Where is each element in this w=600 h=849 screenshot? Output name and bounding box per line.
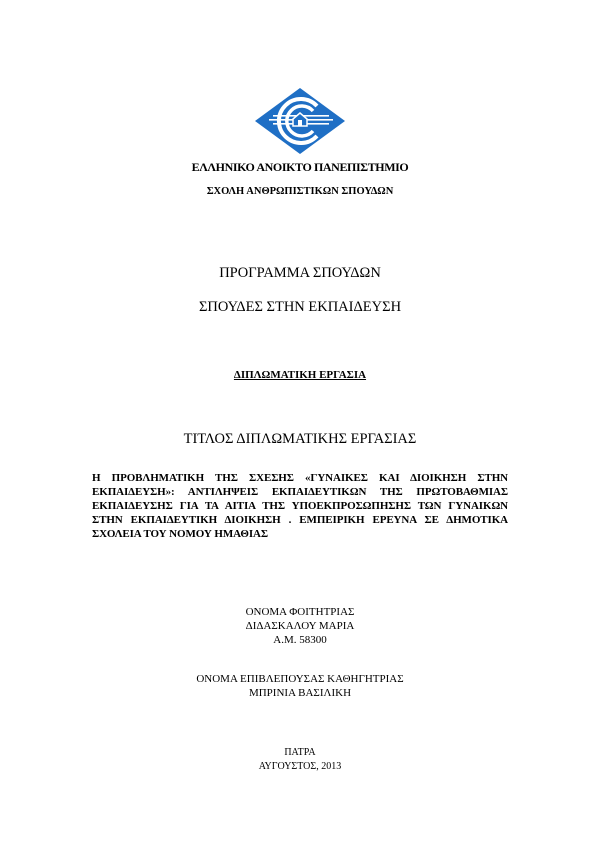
supervisor-name: ΜΠΡΙΝΙΑ ΒΑΣΙΛΙΚΗ <box>248 687 352 699</box>
program-name: ΣΠΟΥΔΕΣ ΣΤΗΝ ΕΚΠΑΙΔΕΥΣΗ <box>198 299 402 315</box>
thesis-title-text: Η ΠΡΟΒΛΗΜΑΤΙΚΗ ΤΗΣ ΣΧΕΣΗΣ «ΓΥΝΑΙΚΕΣ ΚΑΙ ΔΙΟΙΚΗΣΗ ΣΤΗΝ ΕΚΠΑΙΔΕΥΣΗ»: ΑΝΤΙΛΗΨΕΙΣ ΕΚΠΑΙΔΕΥΤΙΚΩΝ ΤΗΣ ΠΡΩΤΟΒΑΘΜΙΑΣ ΕΚΠΑΙΔΕΥΣΗΣ ΓΙΑ ΤΑ ΑΙΤΙΑ ΤΗΣ ΥΠΟΕΚΠΡΟΣΩΠΗΣΗΣ ΤΩΝ ΓΥΝΑΙΚΩΝ ΣΤΗΝ ΕΚΠΑΙΔΕΥΤΙΚΗ ΔΙΟΙΚΗΣΗ . ΕΜΠΕΙΡΙΚΗ ΕΡΕΥΝΑ ΣΕ ΔΗΜΟΤΙΚΑ ΣΧΟΛΕΙΑ ΤΟΥ ΝΟΜΟΥ ΗΜΑΘΙΑΣ <box>92 472 508 540</box>
thesis-title-heading: ΤΙΤΛΟΣ ΔΙΠΛΩΜΑΤΙΚΗΣ ΕΡΓΑΣΙΑΣ <box>183 431 417 447</box>
city: ΠΑΤΡΑ <box>284 747 316 758</box>
student-id: Α.Μ. 58300 <box>273 634 327 646</box>
school-name: ΣΧΟΛΗ ΑΝΘΡΩΠΙΣΤΙΚΩΝ ΣΠΟΥΔΩΝ <box>206 186 394 197</box>
student-name: ΔΙΔΑΣΚΑΛΟΥ ΜΑΡΙΑ <box>245 620 355 632</box>
university-logo <box>253 86 347 156</box>
student-label: ΟΝΟΜΑ ΦΟΙΤΗΤΡΙΑΣ <box>245 606 355 618</box>
date: ΑΥΓΟΥΣΤΟΣ, 2013 <box>258 761 342 772</box>
program-label: ΠΡΟΓΡΑΜΜΑ ΣΠΟΥΔΩΝ <box>219 265 381 281</box>
document-type: ΔΙΠΛΩΜΑΤΙΚΗ ΕΡΓΑΣΙΑ <box>233 369 367 381</box>
university-name: ΕΛΛΗΝΙΚΟ ΑΝΟΙΚΤΟ ΠΑΝΕΠΙΣΤΗΜΙΟ <box>191 160 409 174</box>
supervisor-label: ΟΝΟΜΑ ΕΠΙΒΛΕΠΟΥΣΑΣ ΚΑΘΗΓΗΤΡΙΑΣ <box>196 673 404 685</box>
